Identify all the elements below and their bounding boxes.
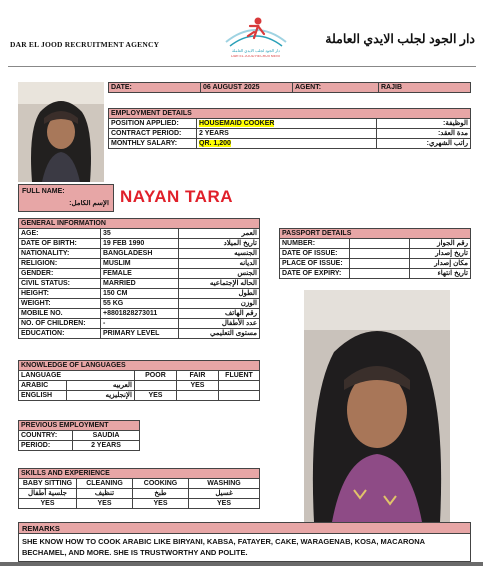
remarks-text: SHE KNOW HOW TO COOK ARABIC LIKE BIRYANI, KABSA, FATAYER, CAKE, WARAGENAB, KOSA, MACARONA BECHAMEL, AND MORE. SHE IS TRUSTWORTHY AND POLITE.	[22, 537, 425, 557]
nationality-label-ar: الجنسيه	[179, 249, 260, 259]
table-row	[19, 319, 260, 329]
lang-arabic: ARABIC	[19, 381, 67, 391]
skill-cooking-value: YES	[133, 499, 189, 509]
salary-value: QR. 1,200	[199, 140, 231, 147]
logo-caption-ar: دار الجود لجلب الايدي العاملة	[232, 49, 280, 53]
children-label-ar: عدد الأطفال	[179, 319, 260, 329]
passport-title: PASSPORT DETAILS	[280, 229, 471, 239]
table-row	[19, 441, 140, 451]
civil-status-value: MARRIED	[101, 279, 179, 289]
applicant-photo-large	[304, 290, 450, 522]
contract-label: CONTRACT PERIOD:	[109, 129, 197, 139]
gender-label: GENDER:	[19, 269, 101, 279]
agent-value: RAJIB	[379, 83, 471, 93]
prev-period-value: 2 YEARS	[73, 441, 140, 451]
dob-label-ar: تاريخ الميلاد	[179, 239, 260, 249]
full-name-label: FULL NAME:	[22, 188, 65, 195]
full-name-box	[18, 184, 114, 212]
religion-label-ar: الديانه	[179, 259, 260, 269]
lang-col-fair: FAIR	[176, 371, 218, 381]
table-row	[280, 249, 471, 259]
height-value: 150 CM	[101, 289, 179, 299]
table-row	[19, 309, 260, 319]
gender-label-ar: الجنس	[179, 269, 260, 279]
issue-place-value	[350, 259, 410, 269]
agency-name-en: DAR EL JOOD RECRUITMENT AGENCY	[10, 40, 160, 49]
skill-cooking-ar: طبخ	[133, 489, 189, 499]
header-divider	[8, 66, 476, 67]
height-label: HEIGHT:	[19, 289, 101, 299]
table-row	[19, 381, 260, 391]
lang-english-fair	[176, 391, 218, 401]
skill-cooking: COOKING	[133, 479, 189, 489]
lang-arabic-poor	[134, 381, 176, 391]
position-label-ar: الوظيفة:	[377, 119, 471, 129]
weight-label: WEIGHT:	[19, 299, 101, 309]
table-row	[19, 249, 260, 259]
lang-col-poor: POOR	[134, 371, 176, 381]
lang-col-language: LANGUAGE	[19, 371, 135, 381]
lang-english-fluent	[218, 391, 259, 401]
age-label: AGE:	[19, 229, 101, 239]
table-row	[109, 139, 471, 149]
passport-number-label-ar: رقم الجواز	[410, 239, 471, 249]
nationality-label: NATIONALITY:	[19, 249, 101, 259]
date-label: DATE:	[109, 83, 201, 93]
contract-value: 2 YEARS	[197, 129, 377, 139]
children-value: -	[101, 319, 179, 329]
skill-cleaning-value: YES	[77, 499, 133, 509]
religion-value: MUSLIM	[101, 259, 179, 269]
table-row	[280, 269, 471, 279]
issue-date-label-ar: تاريخ إصدار	[410, 249, 471, 259]
table-row	[19, 259, 260, 269]
agency-logo	[220, 12, 292, 62]
page-header	[0, 0, 483, 68]
education-label-ar: مستوى التعليمي	[179, 329, 260, 339]
full-name-value: NAYAN TARA	[120, 187, 234, 206]
table-row	[19, 269, 260, 279]
languages-table	[18, 360, 260, 401]
logo-caption-en: DAR EL JOOD RECRUITMENT	[231, 55, 281, 58]
previous-employment-table	[18, 420, 140, 451]
salary-label-ar: راتب الشهري:	[377, 139, 471, 149]
lang-arabic-fluent	[218, 381, 259, 391]
table-row	[19, 371, 260, 381]
skills-table	[18, 468, 260, 509]
education-label: EDUCATION:	[19, 329, 101, 339]
nationality-value: BANGLADESH	[101, 249, 179, 259]
weight-value: 55 KG	[101, 299, 179, 309]
skill-babysitting: BABY SITTING	[19, 479, 77, 489]
expiry-date-label-ar: تاريخ انتهاء	[410, 269, 471, 279]
table-row	[19, 279, 260, 289]
skill-babysitting-value: YES	[19, 499, 77, 509]
skill-babysitting-ar: جلسية أطفال	[19, 489, 77, 499]
religion-label: RELIGION:	[19, 259, 101, 269]
table-row	[280, 259, 471, 269]
skill-washing-value: YES	[189, 499, 260, 509]
employment-title: EMPLOYMENT DETAILS	[109, 109, 471, 119]
lang-english-ar: الإنجليزيه	[67, 391, 135, 401]
table-row	[19, 299, 260, 309]
lang-english: ENGLISH	[19, 391, 67, 401]
contract-label-ar: مدة العقد:	[377, 129, 471, 139]
table-row	[19, 239, 260, 249]
skill-washing: WASHING	[189, 479, 260, 489]
lang-arabic-fair: YES	[176, 381, 218, 391]
table-row	[19, 499, 260, 509]
prev-country-label: COUNTRY:	[19, 431, 73, 441]
issue-date-value	[350, 249, 410, 259]
age-label-ar: العمر	[179, 229, 260, 239]
table-row	[19, 391, 260, 401]
expiry-date-value	[350, 269, 410, 279]
table-row	[19, 489, 260, 499]
lang-english-poor: YES	[134, 391, 176, 401]
employment-details-table	[108, 108, 471, 149]
children-label: NO. OF CHILDREN:	[19, 319, 101, 329]
table-row	[19, 479, 260, 489]
education-value: PRIMARY LEVEL	[101, 329, 179, 339]
general-title: GENERAL INFORMATION	[19, 219, 260, 229]
issue-place-label: PLACE OF ISSUE:	[280, 259, 350, 269]
issue-place-label-ar: مكان إصدار	[410, 259, 471, 269]
full-name-label-ar: الإسم الكامل:	[69, 200, 109, 207]
civil-status-label-ar: الحاله الإجتماعيه	[179, 279, 260, 289]
table-row	[19, 431, 140, 441]
skill-cleaning-ar: تنظيف	[77, 489, 133, 499]
skill-washing-ar: غسيل	[189, 489, 260, 499]
previous-title: PREVIOUS EMPLOYMENT	[19, 421, 140, 431]
table-row	[280, 239, 471, 249]
remarks-title: REMARKS	[19, 523, 470, 534]
agency-name-ar: دار الجود لجلب الايدي العاملة	[325, 32, 475, 46]
table-row	[19, 329, 260, 339]
date-value: 06 AUGUST 2025	[201, 83, 293, 93]
passport-number-value	[350, 239, 410, 249]
salary-label: MONTHLY SALARY:	[109, 139, 197, 149]
gender-value: FEMALE	[101, 269, 179, 279]
age-value: 35	[101, 229, 179, 239]
lang-arabic-ar: العربيه	[67, 381, 135, 391]
agent-label: AGENT:	[293, 83, 379, 93]
bottom-edge-bar	[0, 562, 483, 566]
remarks-section	[18, 522, 471, 562]
table-row	[19, 229, 260, 239]
height-label-ar: الطول	[179, 289, 260, 299]
issue-date-label: DATE OF ISSUE:	[280, 249, 350, 259]
lang-col-fluent: FLUENT	[218, 371, 259, 381]
position-value: HOUSEMAID COOKER	[199, 120, 275, 127]
skills-title: SKILLS AND EXPERIENCE	[19, 469, 260, 479]
expiry-date-label: DATE OF EXPIRY:	[280, 269, 350, 279]
dob-label: DATE OF BIRTH:	[19, 239, 101, 249]
table-row	[109, 119, 471, 129]
prev-country-value: SAUDIA	[73, 431, 140, 441]
table-row	[19, 289, 260, 299]
general-info-table	[18, 218, 260, 339]
weight-label-ar: الوزن	[179, 299, 260, 309]
table-row	[109, 129, 471, 139]
languages-title: KNOWLEDGE OF LANGUAGES	[19, 361, 260, 371]
applicant-photo-small	[18, 82, 104, 182]
passport-details-table	[279, 228, 471, 279]
mobile-label: MOBILE NO.	[19, 309, 101, 319]
skill-cleaning: CLEANING	[77, 479, 133, 489]
passport-number-label: NUMBER:	[280, 239, 350, 249]
mobile-value: +8801828273011	[101, 309, 179, 319]
prev-period-label: PERIOD:	[19, 441, 73, 451]
civil-status-label: CIVIL STATUS:	[19, 279, 101, 289]
mobile-label-ar: رقم الهاتف	[179, 309, 260, 319]
dob-value: 19 FEB 1990	[101, 239, 179, 249]
position-label: POSITION APPLIED:	[109, 119, 197, 129]
date-agent-table	[108, 82, 471, 93]
